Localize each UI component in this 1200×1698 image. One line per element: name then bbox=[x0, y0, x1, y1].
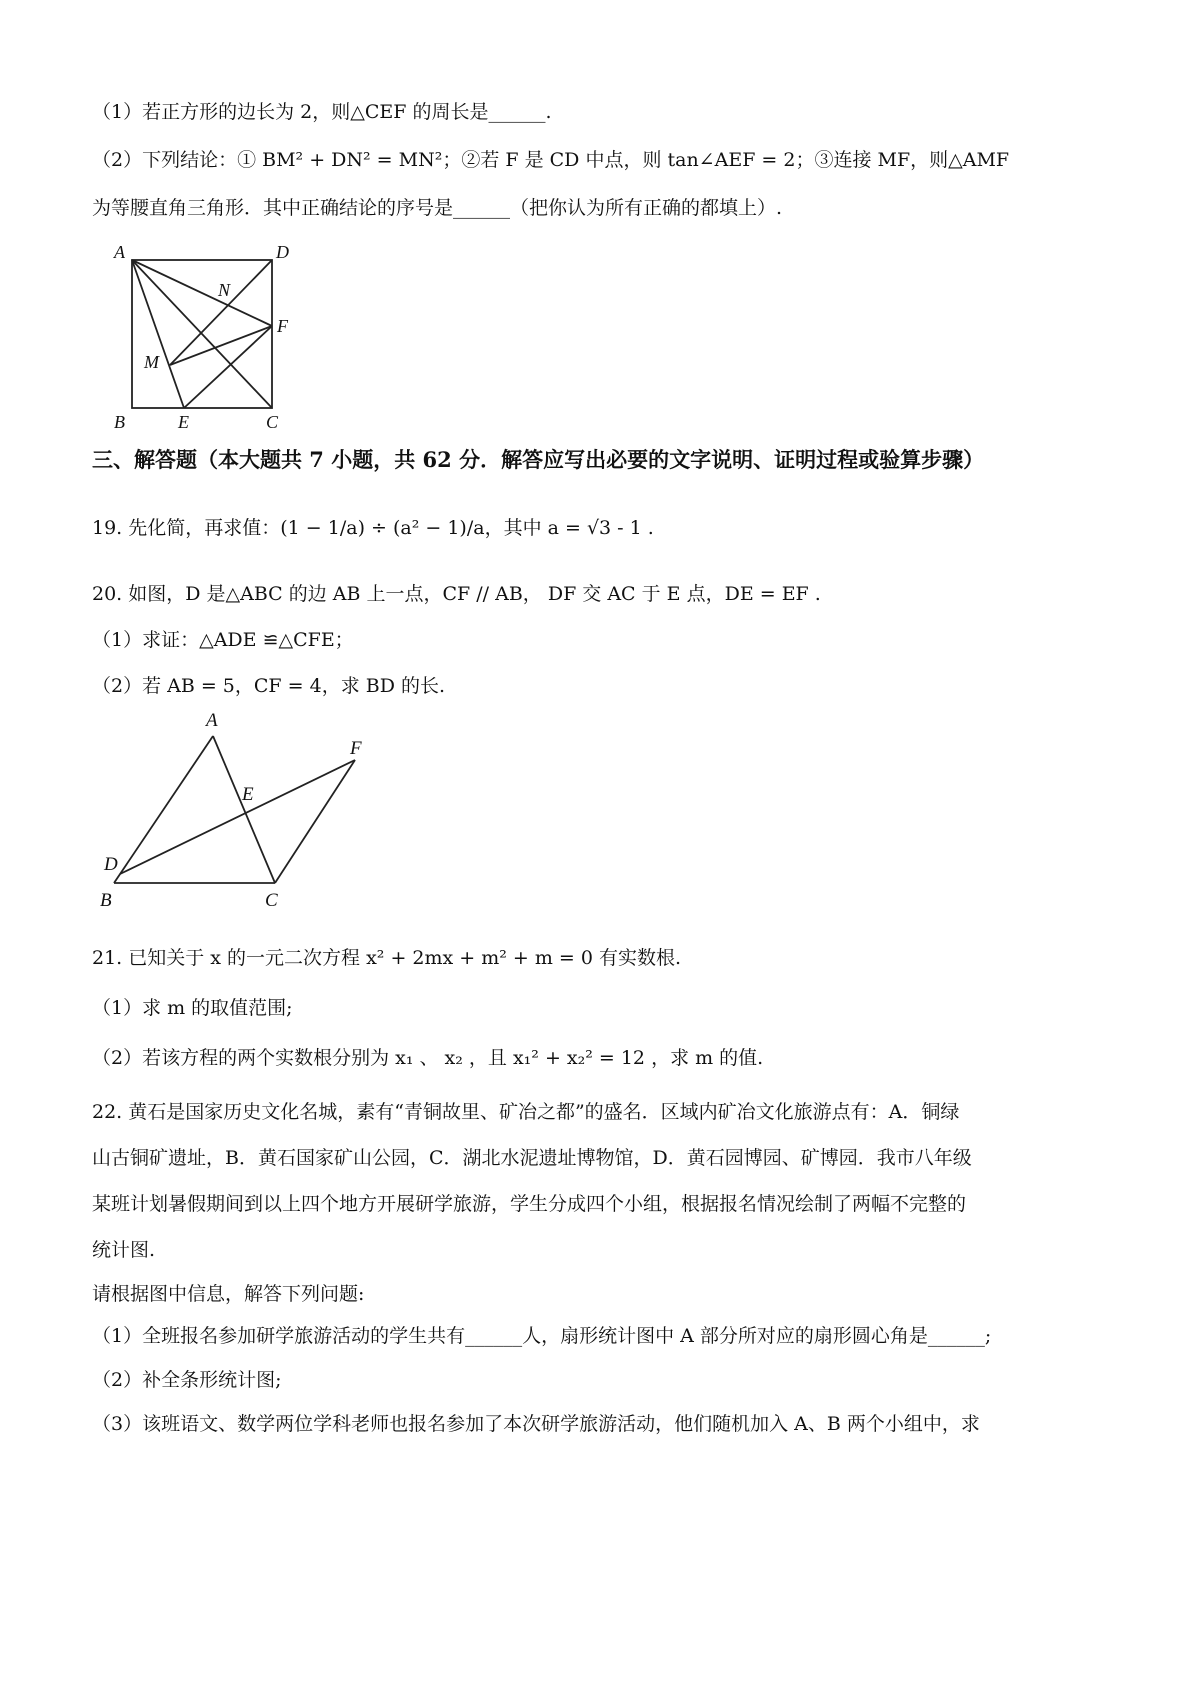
fig1-label-C: C bbox=[266, 412, 279, 432]
fig2-label-C: C bbox=[265, 890, 278, 911]
q18-part2-line1: （2）下列结论：① BM² + DN² = MN²；②若 F 是 CD 中点，则 tan∠AEF = 2；③连接 MF，则△AMF bbox=[92, 149, 1010, 171]
fig1-label-N: N bbox=[218, 280, 231, 300]
q22-line3: 某班计划暑假期间到以上四个地方开展研学旅游，学生分成四个小组，根据报名情况绘制了两幅不完整的 bbox=[92, 1193, 967, 1215]
fig1-label-E: E bbox=[178, 412, 189, 432]
fig2-label-D: D bbox=[104, 854, 118, 875]
q22-line1: 22. 黄石是国家历史文化名城，素有“青铜故里、矿冶之都”的盛名．区域内矿冶文化旅游点有：A．铜绿 bbox=[92, 1101, 960, 1123]
fig1-label-A: A bbox=[114, 242, 125, 262]
q20: 20. 如图，D 是△ABC 的边 AB 上一点，CF // AB， DF 交 AC 于 E 点，DE = EF . bbox=[92, 583, 821, 605]
q22-line5: 请根据图中信息，解答下列问题: bbox=[92, 1283, 365, 1305]
q22-line4: 统计图. bbox=[92, 1239, 156, 1261]
q19: 19. 先化简，再求值：(1 − 1/a) ÷ (a² − 1)/a，其中 a = √3 - 1 . bbox=[92, 517, 654, 539]
section-3-heading: 三、解答题（本大题共 7 小题，共 62 分．解答应写出必要的文字说明、证明过程或验算步骤） bbox=[92, 447, 985, 472]
q21: 21. 已知关于 x 的一元二次方程 x² + 2mx + m² + m = 0 有实数根. bbox=[92, 947, 682, 969]
q20-part1: （1）求证：△ADE ≌△CFE； bbox=[92, 629, 354, 651]
q22-part1: （1）全班报名参加研学旅游活动的学生共有______人，扇形统计图中 A 部分所对应的扇形圆心角是______; bbox=[92, 1325, 992, 1347]
q21-part2: （2）若该方程的两个实数根分别为 x₁ 、 x₂ ，且 x₁² + x₂² = 12 ，求 m 的值. bbox=[92, 1047, 764, 1069]
q18-part1: （1）若正方形的边长为 2，则△CEF 的周长是______. bbox=[92, 101, 552, 123]
square-figure bbox=[100, 232, 310, 432]
q22-part2: （2）补全条形统计图; bbox=[92, 1369, 282, 1391]
fig1-label-F: F bbox=[277, 316, 288, 336]
q22-line2: 山古铜矿遗址，B．黄石国家矿山公园，C．湖北水泥遗址博物馆，D．黄石园博园、矿博园．我市八年级 bbox=[92, 1147, 972, 1169]
fig2-label-E: E bbox=[242, 784, 254, 805]
q18-part2-line2: 为等腰直角三角形．其中正确结论的序号是______（把你认为所有正确的都填上）. bbox=[92, 197, 783, 219]
fig2-label-A: A bbox=[206, 710, 218, 731]
fig1-label-M: M bbox=[144, 352, 159, 372]
q20-part2: （2）若 AB = 5，CF = 4，求 BD 的长. bbox=[92, 675, 446, 697]
fig2-label-B: B bbox=[100, 890, 112, 911]
fig1-label-B: B bbox=[114, 412, 125, 432]
fig1-label-D: D bbox=[276, 242, 289, 262]
q22-part3: （3）该班语文、数学两位学科老师也报名参加了本次研学旅游活动，他们随机加入 A、B 两个小组中，求 bbox=[92, 1413, 980, 1435]
triangle-figure bbox=[92, 700, 412, 920]
q21-part1: （1）求 m 的取值范围; bbox=[92, 997, 293, 1019]
fig2-label-F: F bbox=[350, 738, 362, 759]
